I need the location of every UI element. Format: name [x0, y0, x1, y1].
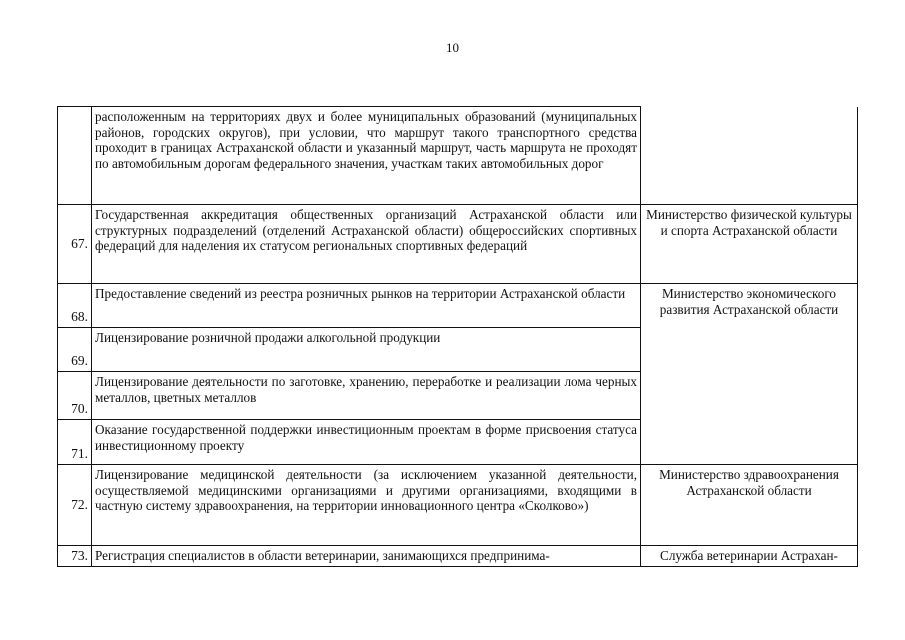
row-number: 69. — [58, 328, 92, 372]
service-description: Лицензирование медицинской деятельности (за исключением указанной деятельности, осуществляемой медицинскими организациями и другими организациями, входящими в частную систему здравоохранения, на территории инновационного центра «Сколково») — [92, 465, 641, 546]
row-number: 70. — [58, 372, 92, 420]
row-number: 73. — [58, 546, 92, 567]
service-description: Лицензирование деятельности по заготовке, хранению, переработке и реализации лома черных металлов, цветных металлов — [92, 372, 641, 420]
service-description: Лицензирование розничной продажи алкогольной продукции — [92, 328, 641, 372]
responsible-department: Министерство здравоохранения Астраханской области — [641, 465, 858, 546]
row-number: 67. — [58, 205, 92, 284]
table-row — [58, 546, 858, 567]
responsible-department: Министерство физической культуры и спорта Астраханской области — [641, 205, 858, 284]
row-number: 68. — [58, 284, 92, 328]
service-description: расположенным на территориях двух и более муниципальных образований (муниципальных районов, городских округов), при условии, что маршрут такого транспортного средства проходит в границах Астраханской области и указанный маршрут, часть маршрута не проходят по автомобильным дорогам федерального значения, участкам таких автомобильных дорог — [92, 107, 641, 205]
service-description: Оказание государственной поддержки инвестиционным проектам в форме присвоения статуса инвестиционному проекту — [92, 420, 641, 465]
row-number: 72. — [58, 465, 92, 546]
service-description: Регистрация специалистов в области ветеринарии, занимающихся предпринима- — [92, 546, 641, 567]
responsible-department: Служба ветеринарии Астрахан- — [641, 546, 858, 567]
responsible-department: Министерство экономического развития Астраханской области — [641, 284, 858, 465]
page-number: 10 — [446, 40, 459, 55]
table-row — [58, 465, 858, 546]
table-row — [58, 205, 858, 284]
table-row — [58, 107, 858, 205]
table-row — [58, 284, 858, 328]
responsible-department — [641, 107, 858, 205]
row-number — [58, 107, 92, 205]
service-description: Предоставление сведений из реестра розничных рынков на территории Астраханской области — [92, 284, 641, 328]
services-table — [57, 106, 858, 567]
service-description: Государственная аккредитация общественных организаций Астраханской области или структурных подразделений (отделений Астраханской области) общероссийских спортивных федераций для наделения их статусом региональных спортивных федераций — [92, 205, 641, 284]
row-number: 71. — [58, 420, 92, 465]
